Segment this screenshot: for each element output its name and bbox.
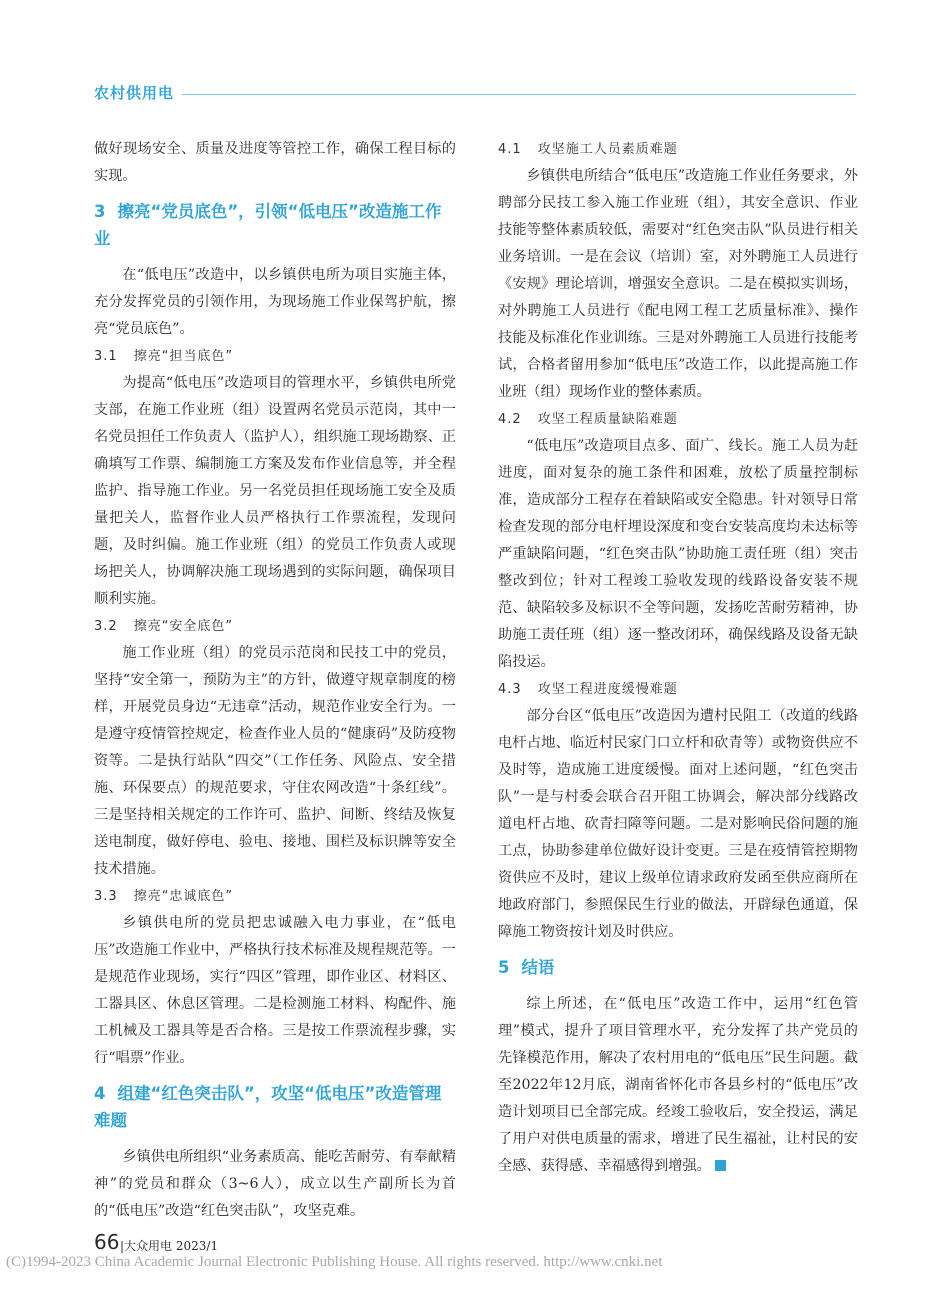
subsection-4-2-title: 攻坚工程质量缺陷难题 (537, 412, 678, 427)
subsection-4-1-title: 攻坚施工人员素质难题 (537, 142, 678, 157)
subsection-4-1-paragraph: 乡镇供电所结合“低电压”改造施工作业任务要求，外聘部分民技工参入施工作业班（组），其安全意识、作业技能等整体素质较低，需要对“红色突击队”队员进行相关业务培训。一是在会议（培训）室，对外聘施工人员进行《安规》理论培训，增强安全意识。二是在模拟实训场，对外聘施工人员进行《配电网工程工艺质量标准》、操作技能及标准化作业训练。三是对外聘施工人员进行技能考试，合格者留用参加“低电压”改造工作，以此提高施工作业班（组）现场作业的整体素质。 (498, 168, 858, 400)
section-5-paragraph (498, 991, 858, 1180)
section-4-title: 组建“红色突击队”，攻坚“低电压”改造管理难题 (94, 1084, 442, 1130)
subsection-4-1-heading (498, 136, 858, 163)
section-5-heading (498, 954, 858, 981)
subsection-3-3-heading (94, 883, 456, 910)
section-5-title: 结语 (521, 958, 555, 977)
copyright-watermark: (C)1994-2023 China Academic Journal Electronic Publishing House. All rights reserved. http://www.cnki.net (6, 1254, 663, 1270)
subsection-4-3-heading (498, 676, 858, 703)
subsection-3-2-title: 擦亮“安全底色” (133, 619, 234, 634)
page-number: 66 (94, 1230, 120, 1254)
right-column (498, 136, 858, 1180)
subsection-3-2-paragraph: 施工作业班（组）的党员示范岗和民技工中的党员，坚持“安全第一，预防为主”的方针，做遵守规章制度的榜样，开展党员身边“无违章”活动，规范作业安全行为。一是遵守疫情管控规定，检查作业人员的“健康码”及防疫物资等。二是执行站队“四交”（工作任务、风险点、安全措施、环保要点）的规范要求，守住农网改造“十条红线”。三是坚持相关规定的工作许可、监护、间断、终结及恢复送电制度，做好停电、验电、接地、围栏及标识牌等安全技术措施。 (94, 645, 456, 877)
section-3-intro: 在“低电压”改造中，以乡镇供电所为项目实施主体，充分发挥党员的引领作用，为现场施工作业保驾护航，擦亮“党员底色”。 (94, 267, 456, 337)
continued-paragraph: 做好现场安全、质量及进度等管控工作，确保工程目标的实现。 (94, 141, 456, 184)
subsection-4-3-number: 4.3 (498, 682, 522, 697)
section-3-number: 3 (94, 202, 106, 221)
subsection-4-3-title: 攻坚工程进度缓慢难题 (537, 682, 678, 697)
subsection-4-1-number: 4.1 (498, 142, 522, 157)
subsection-3-3-title: 擦亮“忠诚底色” (133, 889, 234, 904)
subsection-3-1-number: 3.1 (94, 349, 118, 364)
subsection-3-1-heading (94, 343, 456, 370)
section-5-text: 综上所述，在“低电压”改造工作中，运用“红色管理”模式，提升了项目管理水平，充分发挥了共产党员的先锋模范作用，解决了农村用电的“低电压”民生问题。截至2022年12月底，湖南省怀化市各县乡村的“低电压”改造计划项目已全部完成。经竣工验收后，安全投运，满足了用户对供电质量的需求，增进了民生福祉，让村民的安全感、获得感、幸福感得到增强。 (498, 996, 858, 1174)
section-4-intro: 乡镇供电所组织“业务素质高、能吃苦耐劳、有奉献精神”的党员和群众（3~6人），成立以生产副所长为首的“低电压”改造“红色突击队”，攻坚克难。 (94, 1149, 456, 1219)
subsection-3-1-paragraph: 为提高“低电压”改造项目的管理水平，乡镇供电所党支部，在施工作业班（组）设置两名党员示范岗，其中一名党员担任工作负责人（监护人），组织施工现场勘察、正确填写工作票、编制施工方案及发布作业信息等，并全程监护、指导施工作业。另一名党员担任现场施工安全及质量把关人，监督作业人员严格执行工作票流程，发现问题，及时纠偏。施工作业班（组）的党员工作负责人或现场把关人，协调解决施工现场遇到的实际问题，确保项目顺利实施。 (94, 375, 456, 607)
section-3-heading (94, 198, 456, 252)
subsection-4-3-paragraph: 部分台区“低电压”改造因为遭村民阻工（改道的线路电杆占地、临近村民家门口立杆和砍青等）或物资供应不及时等，造成施工进度缓慢。面对上述问题，“红色突击队”一是与村委会联合召开阻工协调会，解决部分线路改道电杆占地、砍青扫障等问题。二是对影响民俗问题的施工点，协助参建单位做好设计变更。三是在疫情管控期物资供应不及时，建议上级单位请求政府发函至供应商所在地政府部门，参照保民生行业的做法，开辟绿色通道，保障施工物资按计划及时供应。 (498, 708, 858, 940)
left-column (94, 136, 456, 1225)
journal-section-title: 农村供用电 (94, 84, 175, 102)
header-divider (182, 94, 856, 95)
subsection-3-3-number: 3.3 (94, 889, 118, 904)
subsection-4-2-number: 4.2 (498, 412, 522, 427)
subsection-3-2-number: 3.2 (94, 619, 118, 634)
subsection-3-3-paragraph: 乡镇供电所的党员把忠诚融入电力事业，在“低电压”改造施工作业中，严格执行技术标准及规程规范等。一是规范作业现场，实行“四区”管理，即作业区、材料区、工器具区、休息区管理。二是检测施工材料、构配件、施工机械及工器具等是否合格。三是按工作票流程步骤，实行“唱票”作业。 (94, 915, 456, 1066)
subsection-3-2-heading (94, 613, 456, 640)
article-end-square-icon (715, 1160, 726, 1171)
section-3-title: 擦亮“党员底色”，引领“低电压”改造施工作业 (94, 202, 442, 248)
subsection-3-1-title: 擦亮“担当底色” (133, 349, 234, 364)
section-4-number: 4 (94, 1084, 106, 1103)
section-5-number: 5 (498, 958, 510, 977)
journal-issue: |大众用电 2023/1 (120, 1239, 219, 1253)
section-4-heading (94, 1080, 456, 1134)
subsection-4-2-paragraph: “低电压”改造项目点多、面广、线长。施工人员为赶进度，面对复杂的施工条件和困难，放松了质量控制标准，造成部分工程存在着缺陷或安全隐患。针对领导日常检查发现的部分电杆埋设深度和变台安装高度均未达标等严重缺陷问题，“红色突击队”协助施工责任班（组）突击整改到位；针对工程竣工验收发现的线路设备安装不规范、缺陷较多及标识不全等问题，发扬吃苦耐劳精神，协助施工责任班（组）逐一整改闭环，确保线路及设备无缺陷投运。 (498, 438, 858, 670)
subsection-4-2-heading (498, 406, 858, 433)
